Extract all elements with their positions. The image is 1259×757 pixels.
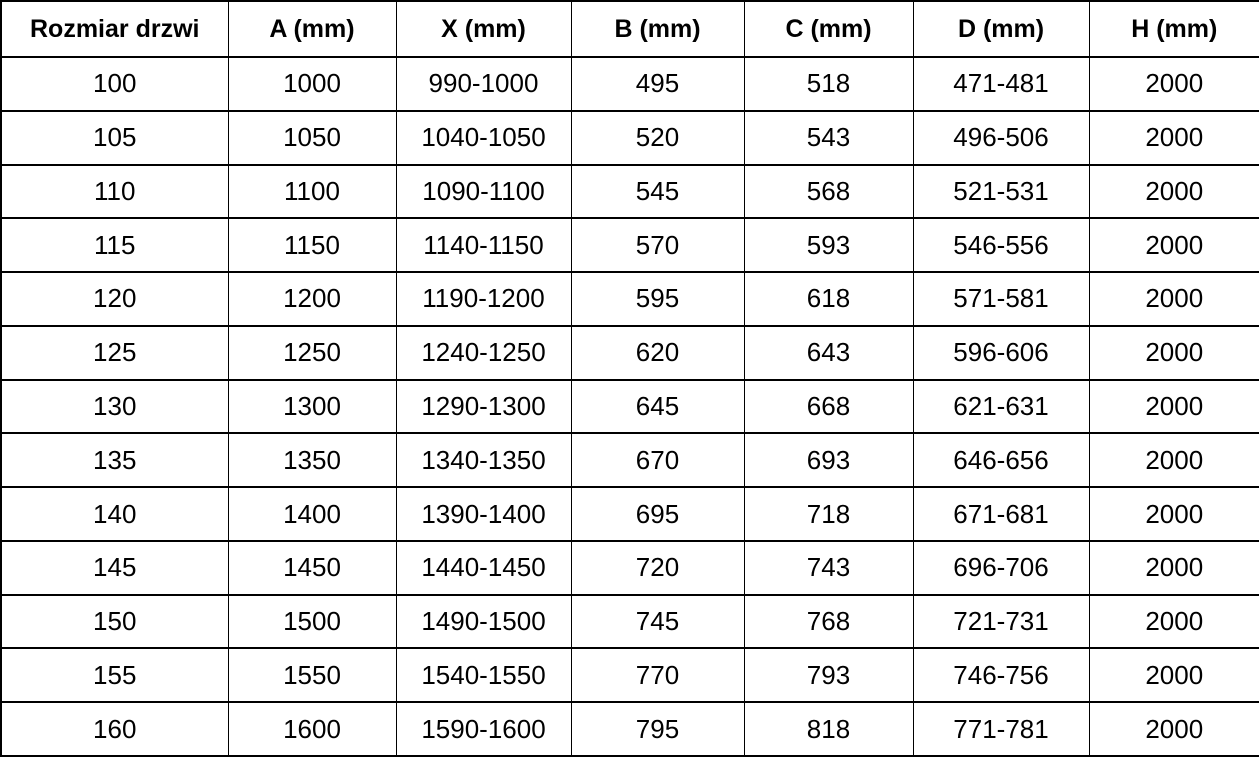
table-cell: 1550 <box>228 648 396 702</box>
table-cell: 2000 <box>1089 111 1259 165</box>
table-cell: 155 <box>1 648 228 702</box>
table-cell: 668 <box>744 380 913 434</box>
table-cell: 2000 <box>1089 648 1259 702</box>
table-row <box>1 487 1259 541</box>
column-header-c-mm: C (mm) <box>744 1 913 57</box>
table-row <box>1 218 1259 272</box>
table-cell: 1150 <box>228 218 396 272</box>
column-header-rozmiar-drzwi: Rozmiar drzwi <box>1 1 228 57</box>
table-cell: 620 <box>571 326 744 380</box>
table-cell: 595 <box>571 272 744 326</box>
table-cell: 696-706 <box>913 541 1089 595</box>
table-cell: 520 <box>571 111 744 165</box>
table-cell: 120 <box>1 272 228 326</box>
table-cell: 671-681 <box>913 487 1089 541</box>
table-cell: 2000 <box>1089 218 1259 272</box>
table-row <box>1 648 1259 702</box>
table-cell: 818 <box>744 702 913 756</box>
table-cell: 471-481 <box>913 57 1089 111</box>
table-cell: 771-781 <box>913 702 1089 756</box>
table-row <box>1 57 1259 111</box>
table-cell: 570 <box>571 218 744 272</box>
table-cell: 2000 <box>1089 702 1259 756</box>
table-cell: 1350 <box>228 433 396 487</box>
table-cell: 1240-1250 <box>396 326 571 380</box>
table-row <box>1 702 1259 756</box>
table-cell: 593 <box>744 218 913 272</box>
table-cell: 1440-1450 <box>396 541 571 595</box>
table-cell: 1090-1100 <box>396 165 571 219</box>
table-cell: 596-606 <box>913 326 1089 380</box>
table-cell: 621-631 <box>913 380 1089 434</box>
table-cell: 1190-1200 <box>396 272 571 326</box>
table-cell: 1400 <box>228 487 396 541</box>
table-row <box>1 165 1259 219</box>
table-cell: 140 <box>1 487 228 541</box>
table-cell: 115 <box>1 218 228 272</box>
table-cell: 1100 <box>228 165 396 219</box>
table-cell: 495 <box>571 57 744 111</box>
table-cell: 1390-1400 <box>396 487 571 541</box>
table-cell: 2000 <box>1089 326 1259 380</box>
table-cell: 770 <box>571 648 744 702</box>
table-cell: 1300 <box>228 380 396 434</box>
table-cell: 110 <box>1 165 228 219</box>
table-cell: 150 <box>1 595 228 649</box>
table-row <box>1 433 1259 487</box>
table-cell: 2000 <box>1089 541 1259 595</box>
table-cell: 160 <box>1 702 228 756</box>
column-header-h-mm: H (mm) <box>1089 1 1259 57</box>
table-cell: 646-656 <box>913 433 1089 487</box>
table-body <box>1 57 1259 756</box>
table-cell: 643 <box>744 326 913 380</box>
table-cell: 1050 <box>228 111 396 165</box>
table-cell: 546-556 <box>913 218 1089 272</box>
table-cell: 670 <box>571 433 744 487</box>
table-cell: 1590-1600 <box>396 702 571 756</box>
table-cell: 100 <box>1 57 228 111</box>
table-cell: 521-531 <box>913 165 1089 219</box>
table-row <box>1 380 1259 434</box>
table-cell: 718 <box>744 487 913 541</box>
table-cell: 745 <box>571 595 744 649</box>
column-header-d-mm: D (mm) <box>913 1 1089 57</box>
table-cell: 1600 <box>228 702 396 756</box>
table-cell: 1250 <box>228 326 396 380</box>
table-cell: 693 <box>744 433 913 487</box>
table-cell: 496-506 <box>913 111 1089 165</box>
table-cell: 2000 <box>1089 165 1259 219</box>
table-cell: 721-731 <box>913 595 1089 649</box>
table-cell: 2000 <box>1089 433 1259 487</box>
table-cell: 1540-1550 <box>396 648 571 702</box>
table-cell: 1140-1150 <box>396 218 571 272</box>
table-cell: 768 <box>744 595 913 649</box>
table-cell: 1040-1050 <box>396 111 571 165</box>
table-cell: 743 <box>744 541 913 595</box>
table-cell: 793 <box>744 648 913 702</box>
table-row <box>1 541 1259 595</box>
table-row <box>1 595 1259 649</box>
table-cell: 746-756 <box>913 648 1089 702</box>
table-cell: 543 <box>744 111 913 165</box>
column-header-a-mm: A (mm) <box>228 1 396 57</box>
table-cell: 125 <box>1 326 228 380</box>
column-header-b-mm: B (mm) <box>571 1 744 57</box>
table-cell: 130 <box>1 380 228 434</box>
table-cell: 618 <box>744 272 913 326</box>
table-cell: 2000 <box>1089 487 1259 541</box>
table-cell: 2000 <box>1089 595 1259 649</box>
table-cell: 1490-1500 <box>396 595 571 649</box>
table-header-row <box>1 1 1259 57</box>
table-cell: 2000 <box>1089 57 1259 111</box>
table-cell: 1290-1300 <box>396 380 571 434</box>
table-cell: 145 <box>1 541 228 595</box>
column-header-x-mm: X (mm) <box>396 1 571 57</box>
table-cell: 645 <box>571 380 744 434</box>
table-cell: 1450 <box>228 541 396 595</box>
table-cell: 1200 <box>228 272 396 326</box>
table-cell: 1340-1350 <box>396 433 571 487</box>
table-cell: 795 <box>571 702 744 756</box>
table-cell: 568 <box>744 165 913 219</box>
table-row <box>1 111 1259 165</box>
table-cell: 990-1000 <box>396 57 571 111</box>
table-cell: 2000 <box>1089 272 1259 326</box>
table-cell: 2000 <box>1089 380 1259 434</box>
table-cell: 135 <box>1 433 228 487</box>
table-cell: 105 <box>1 111 228 165</box>
table-cell: 571-581 <box>913 272 1089 326</box>
table-cell: 518 <box>744 57 913 111</box>
table-cell: 695 <box>571 487 744 541</box>
table-row <box>1 326 1259 380</box>
table-row <box>1 272 1259 326</box>
table-cell: 1000 <box>228 57 396 111</box>
table-cell: 720 <box>571 541 744 595</box>
table-cell: 1500 <box>228 595 396 649</box>
table-cell: 545 <box>571 165 744 219</box>
